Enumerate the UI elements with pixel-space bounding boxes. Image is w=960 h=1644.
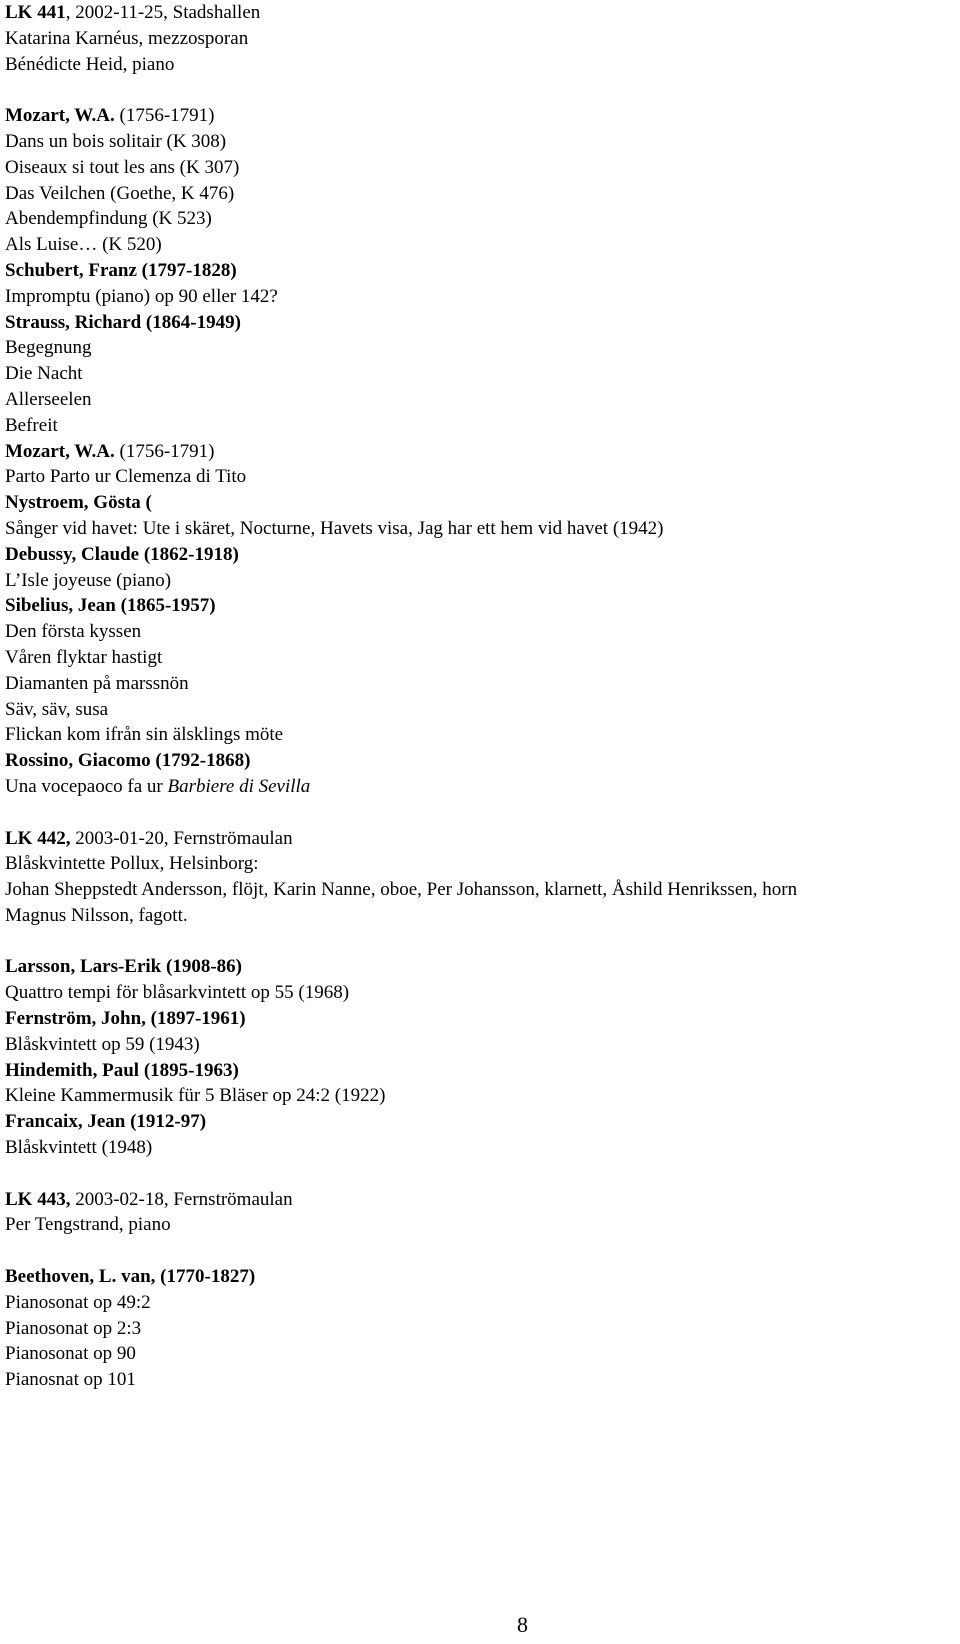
composer-name: Mozart, W.A. bbox=[5, 105, 115, 127]
performer: Katarina Karnéus, mezzosporan bbox=[5, 27, 249, 49]
work-title: L’Isle joyeuse (piano) bbox=[5, 569, 172, 591]
composer-heading: Hindemith, Paul (1895-1963) bbox=[5, 1059, 239, 1081]
work-title: Parto Parto ur Clemenza di Tito bbox=[5, 466, 247, 488]
work-title: Abendempfindung (K 523) bbox=[5, 208, 212, 230]
concert-header bbox=[5, 826, 955, 852]
work-title: Befreit bbox=[5, 414, 58, 436]
concert-date-venue: 2003-01-20, Fernströmaulan bbox=[70, 827, 293, 849]
concert-id: LK 443, bbox=[5, 1188, 71, 1210]
performer: Johan Sheppstedt Andersson, flöjt, Karin Nanne, oboe, Per Johansson, klarnett, Åshild Henrikssen, horn bbox=[5, 879, 798, 901]
opera-title: Barbiere di Sevilla bbox=[167, 775, 311, 797]
composer-heading: Francaix, Jean (1912-97) bbox=[5, 1111, 207, 1133]
work-title: Pianosonat op 49:2 bbox=[5, 1291, 151, 1313]
performer: Magnus Nilsson, fagott. bbox=[5, 904, 188, 926]
work-title: Quattro tempi för blåsarkvintett op 55 (1968) bbox=[5, 982, 350, 1004]
work-title: Blåskvintett (1948) bbox=[5, 1137, 153, 1159]
work-title: Kleine Kammermusik für 5 Bläser op 24:2 (1922) bbox=[5, 1085, 386, 1107]
work-title: Säv, säv, susa bbox=[5, 698, 109, 720]
concert-date-venue: 2003-02-18, Fernströmaulan bbox=[70, 1188, 293, 1210]
work-title: Sånger vid havet: Ute i skäret, Nocturne, Havets visa, Jag har ett hem vid havet (1942) bbox=[5, 517, 664, 539]
composer-years: (1756-1791) bbox=[114, 105, 215, 127]
composer-years: (1756-1791) bbox=[114, 440, 215, 462]
work-title: Pianosonat op 2:3 bbox=[5, 1317, 142, 1339]
work-title: Begegnung bbox=[5, 337, 92, 359]
work-title: Den första kyssen bbox=[5, 621, 142, 643]
composer-heading: Sibelius, Jean (1865-1957) bbox=[5, 595, 216, 617]
page-number: 8 bbox=[517, 1612, 528, 1637]
work-title: Blåskvintett op 59 (1943) bbox=[5, 1033, 200, 1055]
concert-id: LK 442, bbox=[5, 827, 71, 849]
work-title: Våren flyktar hastigt bbox=[5, 646, 163, 668]
work-title: Das Veilchen (Goethe, K 476) bbox=[5, 182, 235, 204]
work-title-plain: Una vocepaoco fa ur bbox=[5, 775, 168, 797]
composer-name: Mozart, W.A. bbox=[5, 440, 115, 462]
composer-heading: Beethoven, L. van, (1770-1827) bbox=[5, 1266, 256, 1288]
composer-heading: Rossino, Giacomo (1792-1868) bbox=[5, 750, 251, 772]
work-title: Allerseelen bbox=[5, 388, 92, 410]
composer-heading bbox=[5, 439, 955, 465]
performer: Bénédicte Heid, piano bbox=[5, 53, 175, 75]
concert-header bbox=[5, 0, 955, 26]
composer-heading: Strauss, Richard (1864-1949) bbox=[5, 311, 241, 333]
concert-id: LK 441 bbox=[5, 2, 66, 23]
work-title: Diamanten på marssnön bbox=[5, 672, 189, 694]
composer-heading: Nystroem, Gösta ( bbox=[5, 492, 152, 514]
work-title: Pianosonat op 90 bbox=[5, 1343, 136, 1365]
work-title: Dans un bois solitair (K 308) bbox=[5, 130, 227, 152]
work-title bbox=[5, 774, 955, 800]
performer: Blåskvintette Pollux, Helsinborg: bbox=[5, 853, 259, 875]
work-title: Oiseaux si tout les ans (K 307) bbox=[5, 156, 240, 178]
composer-heading: Larsson, Lars-Erik (1908-86) bbox=[5, 956, 242, 978]
composer-heading: Debussy, Claude (1862-1918) bbox=[5, 543, 239, 565]
work-title: Impromptu (piano) op 90 eller 142? bbox=[5, 285, 278, 307]
composer-heading: Schubert, Franz (1797-1828) bbox=[5, 259, 237, 281]
composer-heading bbox=[5, 103, 955, 129]
concert-date-venue: , 2002-11-25, Stadshallen bbox=[65, 2, 261, 23]
concert-header bbox=[5, 1187, 955, 1213]
work-title: Die Nacht bbox=[5, 363, 83, 385]
document-page bbox=[5, 0, 955, 1393]
work-title: Flickan kom ifrån sin älsklings möte bbox=[5, 724, 284, 746]
work-title: Pianosnat op 101 bbox=[5, 1369, 136, 1391]
performer: Per Tengstrand, piano bbox=[5, 1214, 171, 1236]
work-title: Als Luise… (K 520) bbox=[5, 234, 162, 256]
composer-heading: Fernström, John, (1897-1961) bbox=[5, 1008, 246, 1030]
